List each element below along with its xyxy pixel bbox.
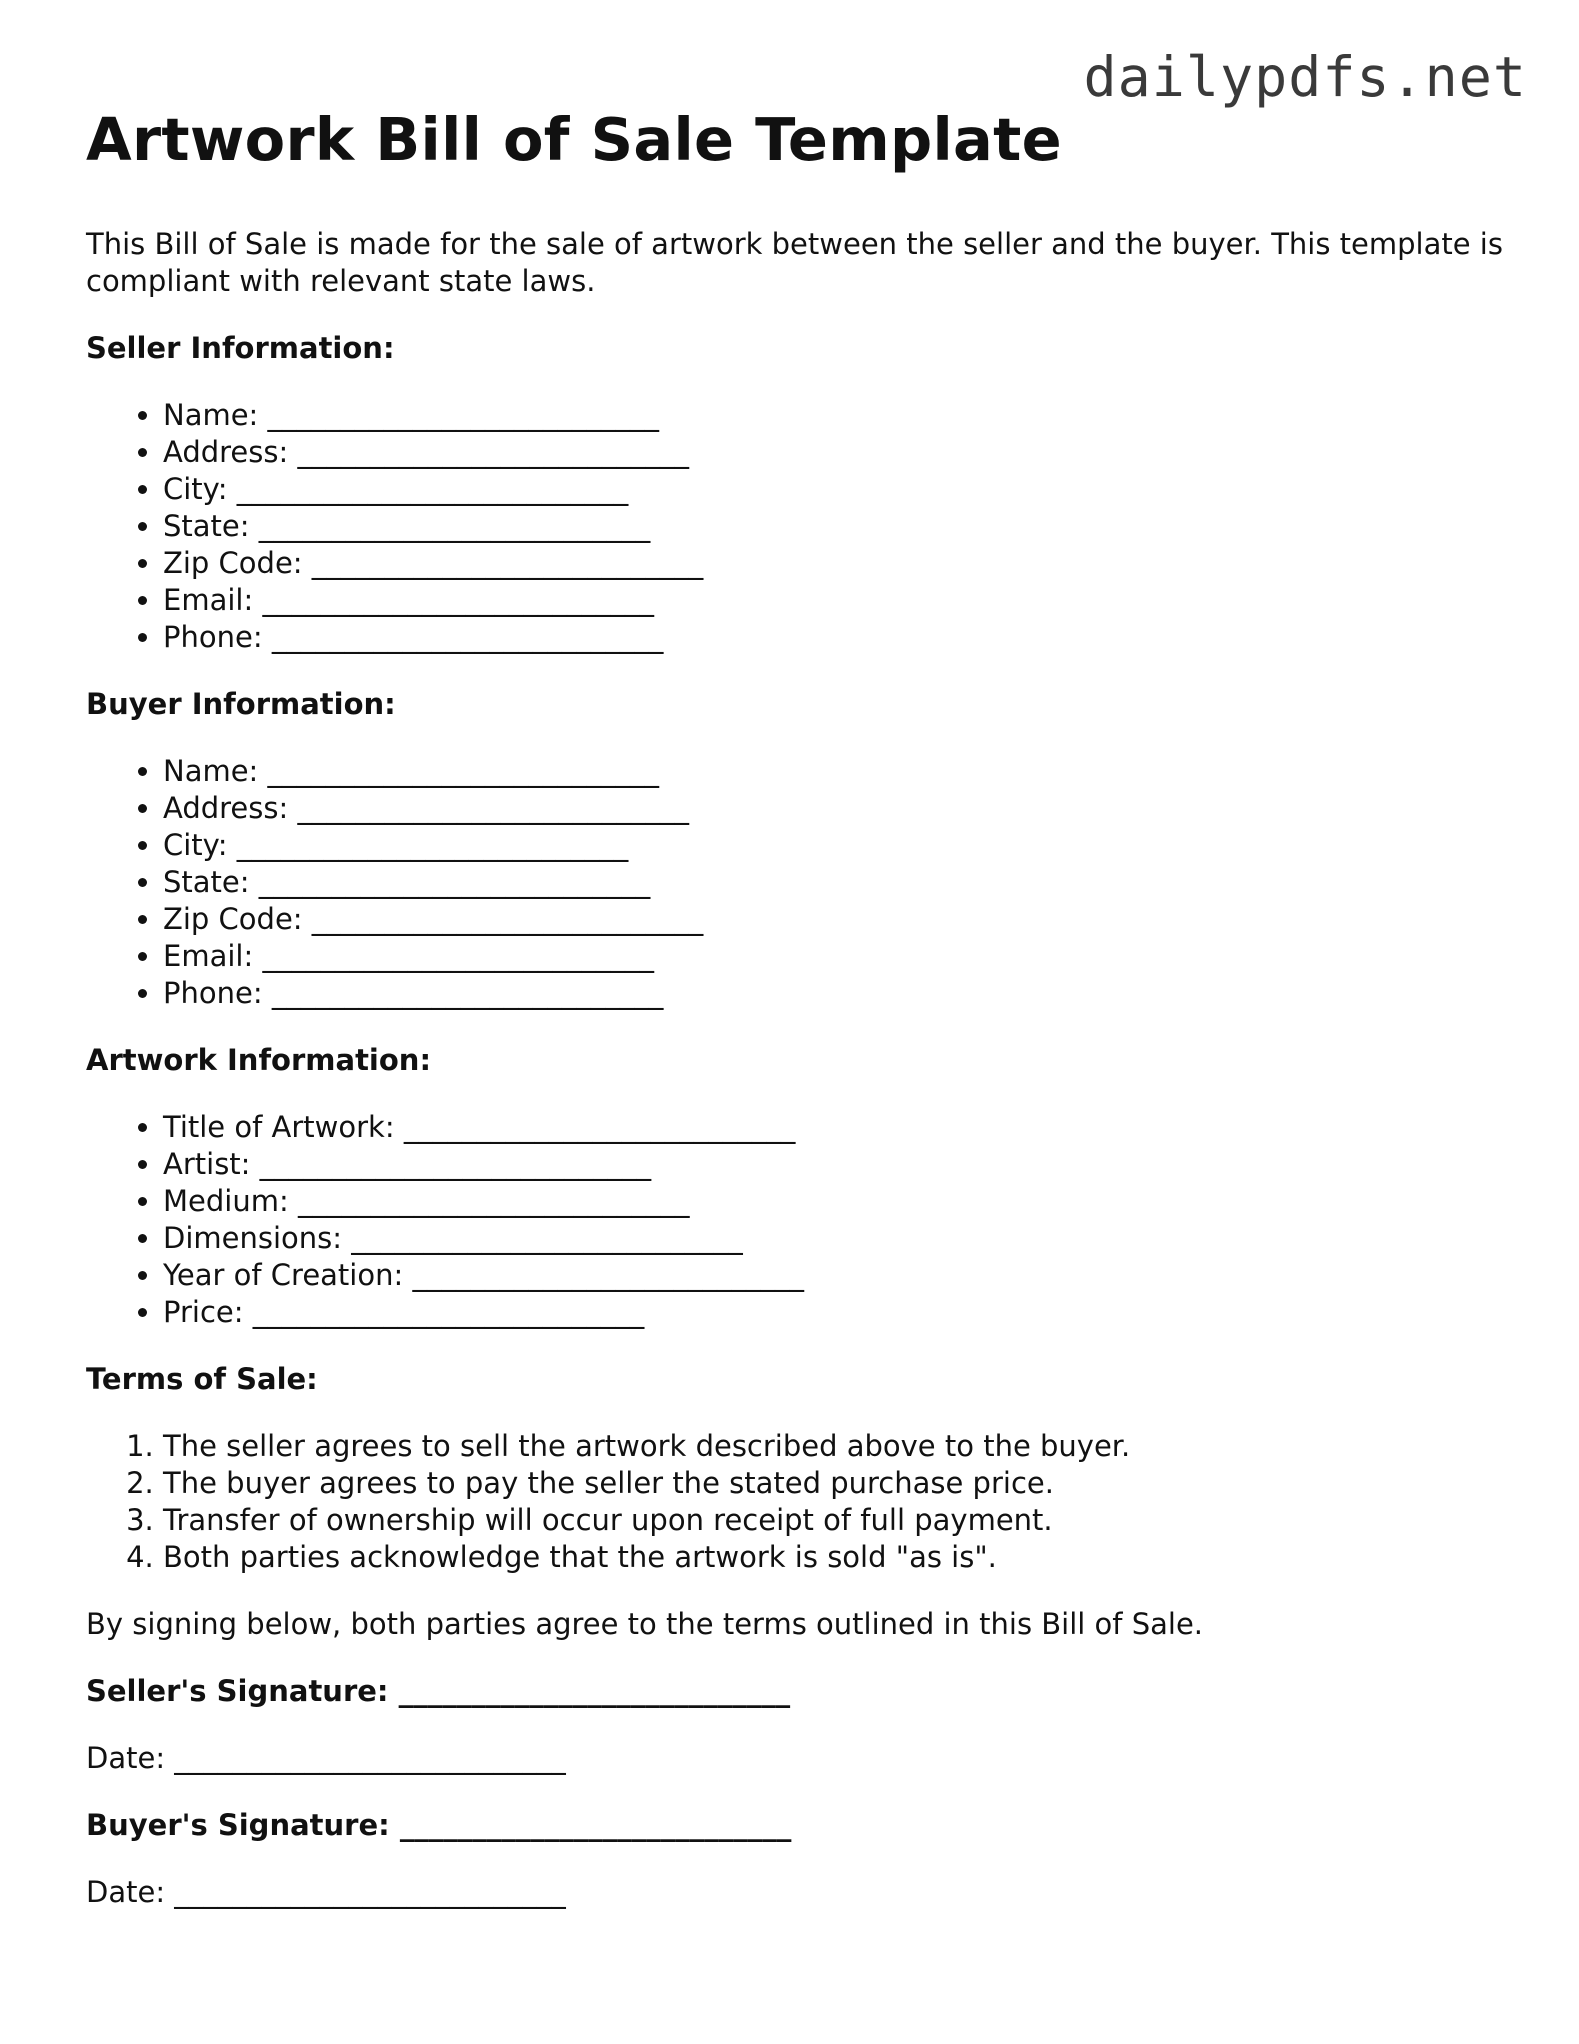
artwork-medium-field: • Medium: ___________________________ (163, 1183, 1506, 1220)
buyer-field-list (86, 753, 1506, 1012)
watermark-text: dailypdfs.net (1083, 45, 1527, 109)
buyer-zip-field: • Zip Code: ___________________________ (163, 901, 1506, 938)
terms-list (86, 1428, 1506, 1576)
seller-email-field: • Email: ___________________________ (163, 582, 1506, 619)
seller-signature-label: Seller's Signature: ___________________________ (86, 1674, 791, 1708)
seller-state-field: • State: ___________________________ (163, 508, 1506, 545)
artwork-section-heading: Artwork Information: (86, 1043, 432, 1077)
closing-statement: By signing below, both parties agree to the terms outlined in this Bill of Sale. (86, 1607, 1204, 1641)
buyer-signature-label: Buyer's Signature: ___________________________ (86, 1808, 792, 1842)
buyer-name-field: • Name: ___________________________ (163, 753, 1506, 790)
seller-field-list (86, 397, 1506, 656)
seller-address-field: • Address: ___________________________ (163, 434, 1506, 471)
artwork-dimensions-field: • Dimensions: ___________________________ (163, 1220, 1506, 1257)
document-body (86, 226, 1506, 1941)
seller-signature-line (86, 1673, 1506, 1710)
artwork-price-field: • Price: ___________________________ (163, 1294, 1506, 1331)
artwork-year-field: • Year of Creation: ___________________________ (163, 1257, 1506, 1294)
intro-paragraph: This Bill of Sale is made for the sale of artwork between the seller and the buyer. This template is compliant with relevant state laws. (86, 227, 1503, 298)
terms-section-heading: Terms of Sale: (86, 1362, 318, 1396)
seller-zip-field: • Zip Code: ___________________________ (163, 545, 1506, 582)
buyer-section-heading: Buyer Information: (86, 687, 396, 721)
artwork-field-list (86, 1109, 1506, 1331)
buyer-phone-field: • Phone: ___________________________ (163, 975, 1506, 1012)
terms-item: 1. The seller agrees to sell the artwork described above to the buyer. (163, 1428, 1506, 1465)
seller-section-heading: Seller Information: (86, 331, 395, 365)
buyer-date-line: Date: ___________________________ (86, 1875, 566, 1909)
seller-name-field: • Name: ___________________________ (163, 397, 1506, 434)
buyer-address-field: • Address: ___________________________ (163, 790, 1506, 827)
seller-phone-field: • Phone: ___________________________ (163, 619, 1506, 656)
artwork-title-field: • Title of Artwork: ___________________________ (163, 1109, 1506, 1146)
page-title: Artwork Bill of Sale Template (86, 105, 1062, 174)
seller-date-line: Date: ___________________________ (86, 1741, 566, 1775)
buyer-signature-line (86, 1807, 1506, 1844)
terms-item: 2. The buyer agrees to pay the seller the stated purchase price. (163, 1465, 1506, 1502)
terms-item: 4. Both parties acknowledge that the artwork is sold "as is". (163, 1539, 1506, 1576)
buyer-state-field: • State: ___________________________ (163, 864, 1506, 901)
artwork-artist-field: • Artist: ___________________________ (163, 1146, 1506, 1183)
buyer-email-field: • Email: ___________________________ (163, 938, 1506, 975)
seller-city-field: • City: ___________________________ (163, 471, 1506, 508)
terms-item: 3. Transfer of ownership will occur upon receipt of full payment. (163, 1502, 1506, 1539)
buyer-city-field: • City: ___________________________ (163, 827, 1506, 864)
